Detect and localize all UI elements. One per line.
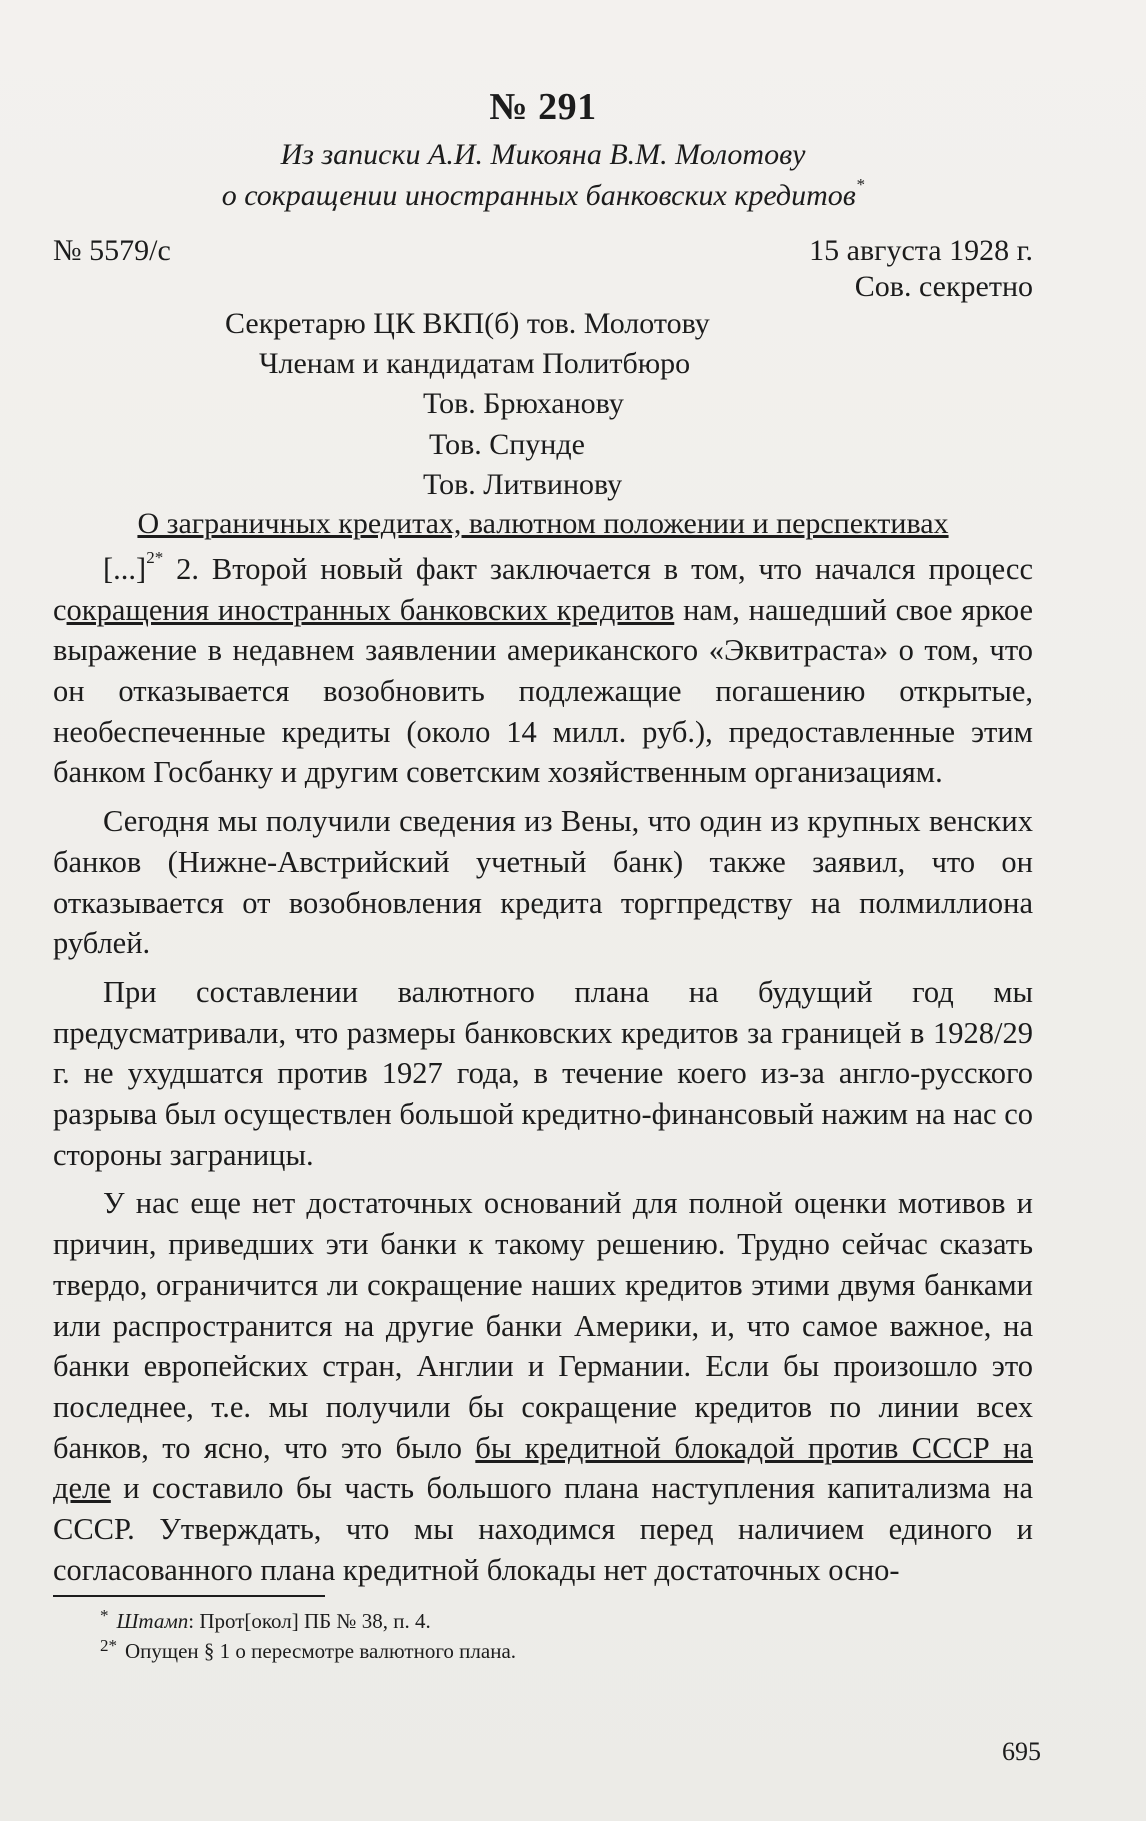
title-line-1: Из записки А.И. Микояна В.М. Молотову (280, 138, 806, 171)
body-paragraph: Сегодня мы получили сведения из Вены, что один из крупных венских банков (Нижне-Австрийский учетный банк) также заявил, что он отказывается от возобновления кредита торгпредству на полмиллиона рублей. (53, 804, 1033, 961)
document-number: № 291 (489, 86, 597, 128)
document-date: 15 августа 1928 г. (809, 234, 1033, 267)
omission-mark: [...] (103, 551, 147, 586)
body-paragraph (53, 549, 1033, 793)
footnote-label: Штамп (116, 1609, 189, 1633)
addressee-line: Тов. Литвинову (423, 467, 623, 501)
footnote (100, 1606, 1000, 1636)
paragraph-text: У нас еще нет достаточных оснований для полной оценки мотивов и причин, приведших эти банки к такому решению. Трудно сейчас сказать твердо, ограничится ли сокращение наших кредитов этими двумя банками или распространится на другие банки Америки, и, что самое важное, на банки европейских стран, Англии и Германии. Если бы произошло это последнее, т.е. мы получили бы сокращение кредитов по линии всех банков, то ясно, что это было (53, 1186, 1033, 1465)
addressee-block (53, 304, 1033, 505)
addressee-line: Тов. Брюханову (423, 387, 624, 421)
footnote-divider (53, 1595, 325, 1597)
footnote (100, 1636, 1000, 1666)
registration-number: № 5579/с (53, 234, 171, 267)
footnote-body: : Прот[окол] ПБ № 38, п. 4. (188, 1609, 431, 1633)
document-content (53, 85, 1033, 1591)
underlined-phrase: бы кредитной блокадой против СССР на деле (53, 1430, 1033, 1506)
document-title (53, 135, 1033, 216)
title-note-mark: * (855, 174, 865, 194)
classification-stamp: Сов. секретно (854, 270, 1033, 303)
footnote-ref: 2* (146, 547, 164, 567)
body-paragraph (53, 1183, 1033, 1590)
title-line-2-text: о сокращении иностранных банковских кредитов (221, 178, 856, 212)
addressee-line: Тов. Спунде (429, 427, 585, 461)
document-subject: О заграничных кредитах, валютном положении и перспективах (137, 506, 949, 540)
registry-row (53, 234, 1033, 268)
underlined-phrase: окращения иностранных банковских кредитов (66, 592, 675, 627)
page-number: 695 (1002, 1737, 1041, 1766)
paragraph-text: 2. Второй новый факт заключается в том, что начался процесс с (53, 551, 1033, 627)
addressee-line: Членам и кандидатам Политбюро (259, 347, 691, 381)
addressee-line: Секретарю ЦК ВКП(б) тов. Молотову (225, 307, 710, 340)
footnotes (100, 1606, 1000, 1667)
paragraph-text: и составило бы часть большого плана наступления капитализма на СССР. Утверждать, что мы находимся перед наличием единого и согласованного плана кредитной блокады нет достаточных осно- (53, 1471, 1033, 1587)
footnote-body: Опущен § 1 о пересмотре валютного плана. (125, 1639, 517, 1664)
document-body (53, 549, 1033, 1591)
body-paragraph: При составлении валютного плана на будущий год мы предусматривали, что размеры банковских кредитов за границей в 1928/29 г. не ухудшатся против 1927 года, в течение коего из-за англо-русского разрыва был осуществлен большой кредитно-финансовый нажим на нас со стороны заграницы. (53, 974, 1033, 1172)
title-line-2 (53, 176, 1033, 217)
footnote-text (117, 1606, 431, 1636)
footnote-mark: * (100, 1606, 109, 1625)
paragraph-text: нам, нашедший свое яркое выражение в недавнем заявлении американского «Эквитраста» о том, что он отказывается возобновить подлежащие погашению открытые, необеспеченные кредиты (около 14 милл. руб.), предоставленные этим банком Госбанку и другим советским хозяйственным организациям. (53, 592, 1034, 790)
footnote-mark: 2* (100, 1636, 117, 1656)
